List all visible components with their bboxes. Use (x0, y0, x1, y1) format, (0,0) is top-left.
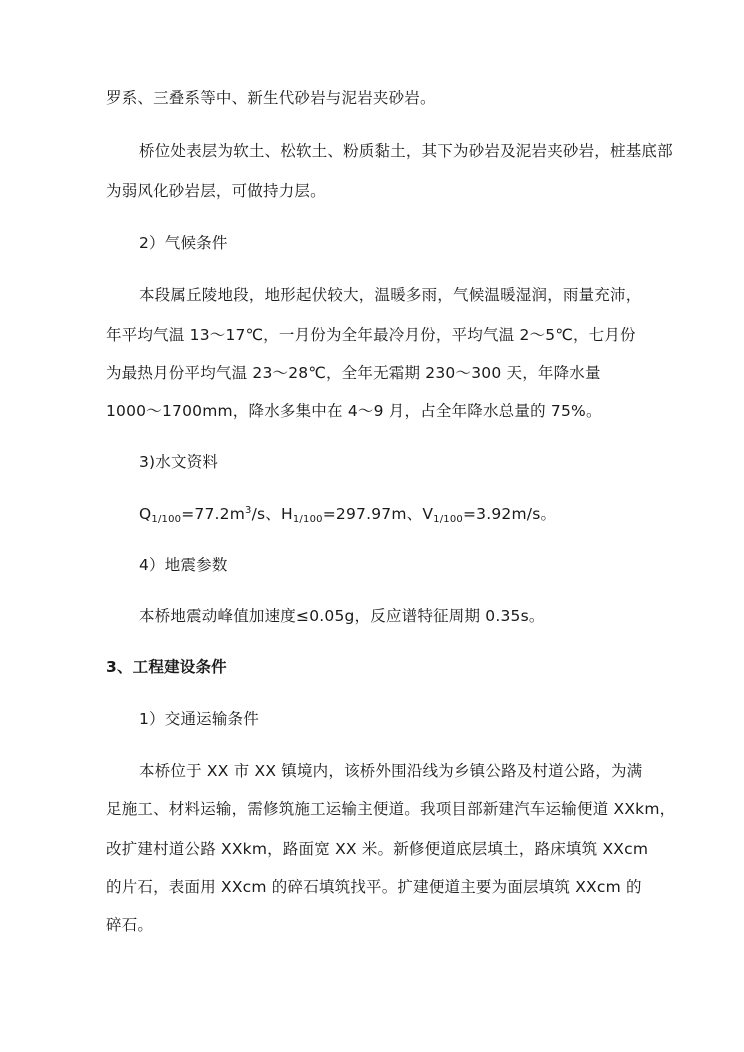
section-heading: 3、工程建设条件 (106, 658, 227, 676)
hydrology-heading: 3)水文资料 (139, 453, 219, 471)
hydrology-formula (139, 503, 556, 525)
seismic-text-line: 本桥地震动峰值加速度≤0.05g，反应谱特征周期 0.35s。 (139, 607, 545, 625)
q-unit: /s、 (251, 505, 282, 523)
transport-text-line: 改扩建村道公路 XXkm，路面宽 XX 米。新修便道底层填土，路床填筑 XXcm (106, 840, 649, 858)
transport-text-line: 的片石，表面用 XXcm 的碎石填筑找平。扩建便道主要为面层填筑 XXcm 的 (106, 878, 642, 896)
geology-text-line: 罗系、三叠系等中、新生代砂岩与泥岩夹砂岩。 (106, 89, 436, 107)
q-subscript: 1/100 (151, 514, 182, 525)
h-subscript: 1/100 (292, 514, 323, 525)
q-value: =77.2m (181, 505, 246, 523)
bridge-surface-text-line: 为弱风化砂岩层，可做持力层。 (106, 182, 326, 200)
climate-heading: 2）气候条件 (139, 234, 228, 252)
h-label: H (281, 505, 293, 523)
transport-text-line: 足施工、材料运输，需修筑施工运输主便道。我项目部新建汽车运输便道 XXkm， (106, 800, 676, 818)
h-value: =297.97m、 (322, 505, 423, 523)
climate-text-line: 1000～1700mm，降水多集中在 4～9 月，占全年降水总量的 75%。 (106, 402, 602, 420)
climate-text-line: 本段属丘陵地段，地形起伏较大，温暖多雨，气候温暖湿润，雨量充沛， (139, 286, 642, 304)
v-value: =3.92m/s。 (462, 505, 557, 523)
transport-heading: 1）交通运输条件 (139, 710, 259, 728)
climate-text-line: 为最热月份平均气温 23～28℃，全年无霜期 230～300 天，年降水量 (106, 364, 601, 382)
transport-text-line: 本桥位于 XX 市 XX 镇境内，该桥外围沿线为乡镇公路及村道公路，为满 (139, 762, 643, 780)
bridge-surface-text-line: 桥位处表层为软土、松软土、粉质黏土，其下为砂岩及泥岩夹砂岩，桩基底部 (139, 142, 673, 160)
v-subscript: 1/100 (433, 514, 463, 525)
q-superscript: 3 (245, 505, 252, 516)
q-label: Q (139, 505, 152, 523)
v-label: V (422, 505, 434, 523)
transport-text-line: 碎石。 (106, 916, 154, 934)
seismic-heading: 4）地震参数 (139, 556, 228, 574)
climate-text-line: 年平均气温 13～17℃，一月份为全年最冷月份，平均气温 2～5℃，七月份 (106, 326, 636, 344)
